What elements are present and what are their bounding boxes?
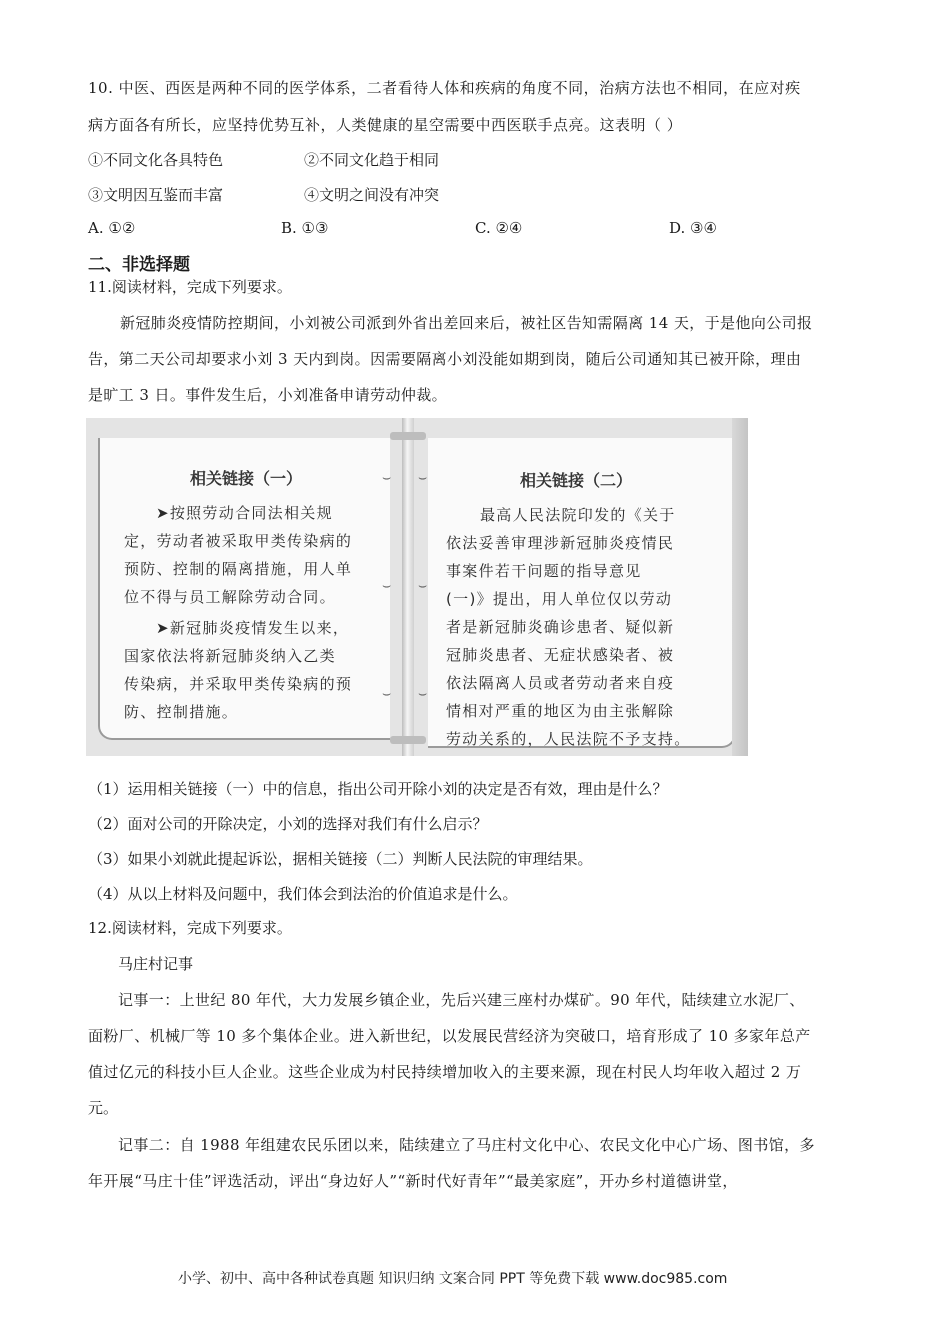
q10-option-1: ①不同文化各具特色 [88, 151, 224, 169]
image-edge-shadow [732, 418, 748, 756]
q10-choice-b: B. ①③ [281, 219, 329, 237]
q10-option-3: ③文明因互鉴而丰富 [88, 186, 224, 204]
binder-hook-icon: ⌣ [418, 686, 428, 702]
binder-hook-icon: ⌣ [418, 470, 428, 486]
related-link-1-line: 防、控制措施。 [124, 703, 239, 721]
divider-cap [390, 432, 426, 440]
q12-record2-line1: 记事二：自 1988 年组建农民乐团以来，陆续建立了马庄村文化中心、农民文化中心广场、图书馆，多 [118, 1136, 815, 1154]
divider-cap [390, 736, 426, 744]
related-link-2-line: 劳动关系的，人民法院不予支持。 [446, 730, 691, 748]
binder-hook-icon: ⌣ [382, 470, 392, 486]
q11-sub-2: （2）面对公司的开除决定，小刘的选择对我们有什么启示？ [88, 815, 488, 833]
related-link-2-card [428, 438, 736, 748]
related-links-image [86, 418, 748, 756]
q11-para-line3: 是旷工 3 日。事件发生后，小刘准备申请劳动仲裁。 [88, 386, 448, 404]
page-footer: 小学、初中、高中各种试卷真题 知识归纳 文案合同 PPT 等免费下载 www.doc985.com [178, 1271, 728, 1287]
related-link-1-line: 传染病，并采取甲类传染病的预 [124, 675, 353, 693]
q11-sub-1: （1）运用相关链接（一）中的信息，指出公司开除小刘的决定是否有效，理由是什么？ [88, 780, 668, 798]
q10-option-4: ④文明之间没有冲突 [304, 186, 440, 204]
related-link-1-card [98, 438, 390, 740]
related-link-2-line: (一)》提出，用人单位仅以劳动 [446, 590, 673, 608]
related-link-1-line: ➤按照劳动合同法相关规 [156, 504, 333, 522]
q10-choice-a: A. ①② [88, 219, 136, 237]
q12-record1-line2: 面粉厂、机械厂等 10 多个集体企业。进入新世纪，以发展民营经济为突破口，培育形成了 10 多家年总产 [88, 1027, 811, 1045]
related-link-1-line: 预防、控制的隔离措施，用人单 [124, 560, 353, 578]
q11-para-line2: 告，第二天公司却要求小刘 3 天内到岗。因需要隔离小刘没能如期到岗，随后公司通知其已被开除，理由 [88, 350, 802, 368]
q11-sub-4: （4）从以上材料及问题中，我们体会到法治的价值追求是什么。 [88, 885, 518, 903]
related-link-1-line: ➤新冠肺炎疫情发生以来， [156, 619, 350, 637]
related-link-2-line: 依法隔离人员或者劳动者来自疫 [446, 674, 675, 692]
related-link-1-line: 国家依法将新冠肺炎纳入乙类 [124, 647, 336, 665]
q12-record1-line4: 元。 [88, 1099, 119, 1117]
q12-intro: 12.阅读材料，完成下列要求。 [88, 919, 292, 937]
related-link-1-line: 位不得与员工解除劳动合同。 [124, 588, 336, 606]
q11-sub-3: （3）如果小刘就此提起诉讼，据相关链接（二）判断人民法院的审理结果。 [88, 850, 593, 868]
related-link-2-line: 最高人民法院印发的《关于 [480, 506, 676, 524]
q12-record2-line2: 年开展“马庄十佳”评选活动，评出“身边好人”“新时代好青年”“最美家庭”，开办乡村道德讲堂， [88, 1172, 738, 1190]
q12-record1-line3: 值过亿元的科技小巨人企业。这些企业成为村民持续增加收入的主要来源，现在村民人均年收入超过 2 万 [88, 1063, 802, 1081]
q12-title: 马庄村记事 [118, 955, 194, 973]
binder-divider [402, 418, 414, 756]
related-link-2-line: 依法妥善审理涉新冠肺炎疫情民 [446, 534, 675, 552]
q10-stem-line1: 10. 中医、西医是两种不同的医学体系，二者看待人体和疾病的角度不同，治病方法也不相同，在应对疾 [88, 79, 801, 97]
related-link-2-line: 事案件若干问题的指导意见 [446, 562, 642, 580]
q10-choice-c: C. ②④ [475, 219, 523, 237]
related-link-1-line: 定，劳动者被采取甲类传染病的 [124, 532, 353, 550]
q10-choice-d: D. ③④ [669, 219, 717, 237]
q11-intro: 11.阅读材料，完成下列要求。 [88, 278, 292, 296]
related-link-1-title: 相关链接（一） [190, 469, 303, 488]
section-title: 二、非选择题 [88, 255, 190, 275]
q12-record1-line1: 记事一：上世纪 80 年代，大力发展乡镇企业，先后兴建三座村办煤矿。90 年代，陆续建立水泥厂、 [118, 991, 805, 1009]
binder-hook-icon: ⌣ [418, 578, 428, 594]
binder-hook-icon: ⌣ [382, 686, 392, 702]
related-link-2-line: 冠肺炎患者、无症状感染者、被 [446, 646, 675, 664]
q10-stem-line2: 病方面各有所长，应坚持优势互补，人类健康的星空需要中西医联手点亮。这表明（ ） [88, 116, 683, 134]
q11-para-line1: 新冠肺炎疫情防控期间，小刘被公司派到外省出差回来后，被社区告知需隔离 14 天，于是他向公司报 [120, 314, 813, 332]
binder-hook-icon: ⌣ [382, 578, 392, 594]
q10-option-2: ②不同文化趋于相同 [304, 151, 440, 169]
related-link-2-line: 情相对严重的地区为由主张解除 [446, 702, 675, 720]
related-link-2-line: 者是新冠肺炎确诊患者、疑似新 [446, 618, 675, 636]
related-link-2-title: 相关链接（二） [520, 471, 633, 490]
